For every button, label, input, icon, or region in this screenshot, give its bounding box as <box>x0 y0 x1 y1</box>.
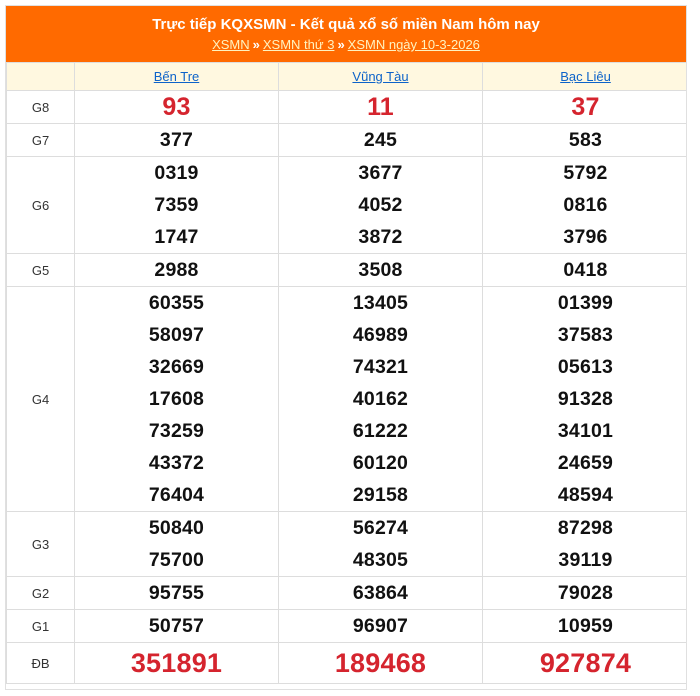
winning-number: 37583 <box>557 324 614 346</box>
winning-number: 37 <box>571 93 600 121</box>
province-link-bac-lieu[interactable]: Bạc Liêu <box>560 69 611 84</box>
prize-label: G5 <box>7 254 75 287</box>
prize-cell <box>279 287 483 512</box>
prize-row <box>7 512 688 577</box>
breadcrumb-xsmn-weekday-link[interactable]: XSMN thứ 3 <box>262 37 335 52</box>
page-title: Trực tiếp KQXSMN - Kết quả xổ số miền Nam hôm nay <box>152 16 540 33</box>
prize-cell <box>75 157 279 254</box>
winning-number: 50840 <box>148 517 205 539</box>
winning-number: 927874 <box>539 648 632 678</box>
prize-label: G3 <box>7 512 75 577</box>
winning-number: 58097 <box>148 324 205 346</box>
prize-cell <box>483 577 688 610</box>
winning-number: 245 <box>363 129 398 151</box>
winning-number: 377 <box>159 129 194 151</box>
prize-row <box>7 124 688 157</box>
winning-number: 2988 <box>154 259 199 281</box>
winning-number: 0816 <box>563 194 608 216</box>
winning-number: 10959 <box>557 615 614 637</box>
prize-label: G1 <box>7 610 75 643</box>
prize-cell <box>75 91 279 124</box>
prize-cell <box>483 610 688 643</box>
province-header <box>483 63 688 91</box>
prize-cell <box>483 254 688 287</box>
breadcrumb-separator: » <box>337 37 345 52</box>
prize-cell <box>75 287 279 512</box>
breadcrumb <box>6 36 686 54</box>
winning-number: 46989 <box>352 324 409 346</box>
prize-cell <box>75 610 279 643</box>
prize-cell <box>483 91 688 124</box>
prize-row <box>7 91 688 124</box>
winning-number: 91328 <box>557 388 614 410</box>
prize-label-header <box>7 63 75 91</box>
prize-row <box>7 610 688 643</box>
winning-number: 17608 <box>148 388 205 410</box>
results-table <box>6 62 687 684</box>
prize-cell <box>279 254 483 287</box>
breadcrumb-xsmn-date-link[interactable]: XSMN ngày 10-3-2026 <box>347 37 480 52</box>
winning-number: 01399 <box>557 292 614 314</box>
winning-number: 60120 <box>352 452 409 474</box>
winning-number: 29158 <box>352 484 409 506</box>
province-link-vung-tau[interactable]: Vũng Tàu <box>352 69 409 84</box>
prize-cell <box>279 643 483 684</box>
prize-cell <box>483 124 688 157</box>
province-header <box>279 63 483 91</box>
prize-cell <box>483 287 688 512</box>
results-panel <box>5 5 687 690</box>
prize-cell <box>279 91 483 124</box>
winning-number: 0418 <box>563 259 608 281</box>
winning-number: 60355 <box>148 292 205 314</box>
winning-number: 93 <box>162 93 191 121</box>
winning-number: 48594 <box>557 484 614 506</box>
winning-number: 5792 <box>563 162 608 184</box>
winning-number: 24659 <box>557 452 614 474</box>
winning-number: 3796 <box>563 226 608 248</box>
winning-number: 34101 <box>557 420 614 442</box>
winning-number: 48305 <box>352 549 409 571</box>
prize-cell <box>75 254 279 287</box>
winning-number: 1747 <box>154 226 199 248</box>
winning-number: 79028 <box>557 582 614 604</box>
winning-number: 50757 <box>148 615 205 637</box>
winning-number: 39119 <box>558 549 613 571</box>
winning-number: 0319 <box>154 162 199 184</box>
prize-row <box>7 287 688 512</box>
winning-number: 583 <box>568 129 603 151</box>
winning-number: 63864 <box>352 582 409 604</box>
prize-label: G4 <box>7 287 75 512</box>
winning-number: 05613 <box>557 356 614 378</box>
winning-number: 95755 <box>148 582 205 604</box>
prize-label: G7 <box>7 124 75 157</box>
winning-number: 13405 <box>352 292 409 314</box>
prize-row <box>7 643 688 684</box>
winning-number: 56274 <box>352 517 409 539</box>
results-header <box>6 6 686 62</box>
province-header-row <box>7 63 688 91</box>
prize-cell <box>279 157 483 254</box>
province-header <box>75 63 279 91</box>
winning-number: 7359 <box>154 194 199 216</box>
prize-cell <box>75 577 279 610</box>
prize-label: G8 <box>7 91 75 124</box>
winning-number: 351891 <box>130 648 223 678</box>
winning-number: 76404 <box>148 484 205 506</box>
winning-number: 61222 <box>352 420 409 442</box>
winning-number: 4052 <box>358 194 403 216</box>
winning-number: 32669 <box>148 356 205 378</box>
prize-label: G6 <box>7 157 75 254</box>
winning-number: 96907 <box>352 615 409 637</box>
winning-number: 74321 <box>352 356 409 378</box>
prize-cell <box>75 512 279 577</box>
winning-number: 87298 <box>557 517 614 539</box>
prize-cell <box>279 577 483 610</box>
prize-label: G2 <box>7 577 75 610</box>
results-table-body <box>7 91 688 684</box>
winning-number: 3677 <box>358 162 403 184</box>
prize-cell <box>483 512 688 577</box>
prize-row <box>7 157 688 254</box>
prize-cell <box>75 124 279 157</box>
winning-number: 75700 <box>148 549 205 571</box>
prize-label: ĐB <box>7 643 75 684</box>
prize-cell <box>483 643 688 684</box>
winning-number: 189468 <box>334 648 427 678</box>
winning-number: 43372 <box>148 452 205 474</box>
province-link-ben-tre[interactable]: Bến Tre <box>153 69 200 84</box>
winning-number: 73259 <box>148 420 205 442</box>
breadcrumb-xsmn-link[interactable]: XSMN <box>212 37 250 52</box>
breadcrumb-separator: » <box>252 37 260 52</box>
winning-number: 40162 <box>352 388 409 410</box>
prize-cell <box>483 157 688 254</box>
prize-cell <box>279 512 483 577</box>
prize-cell <box>279 124 483 157</box>
prize-cell <box>279 610 483 643</box>
prize-row <box>7 254 688 287</box>
winning-number: 3872 <box>358 226 403 248</box>
prize-cell <box>75 643 279 684</box>
winning-number: 3508 <box>358 259 403 281</box>
prize-row <box>7 577 688 610</box>
winning-number: 11 <box>367 93 394 121</box>
